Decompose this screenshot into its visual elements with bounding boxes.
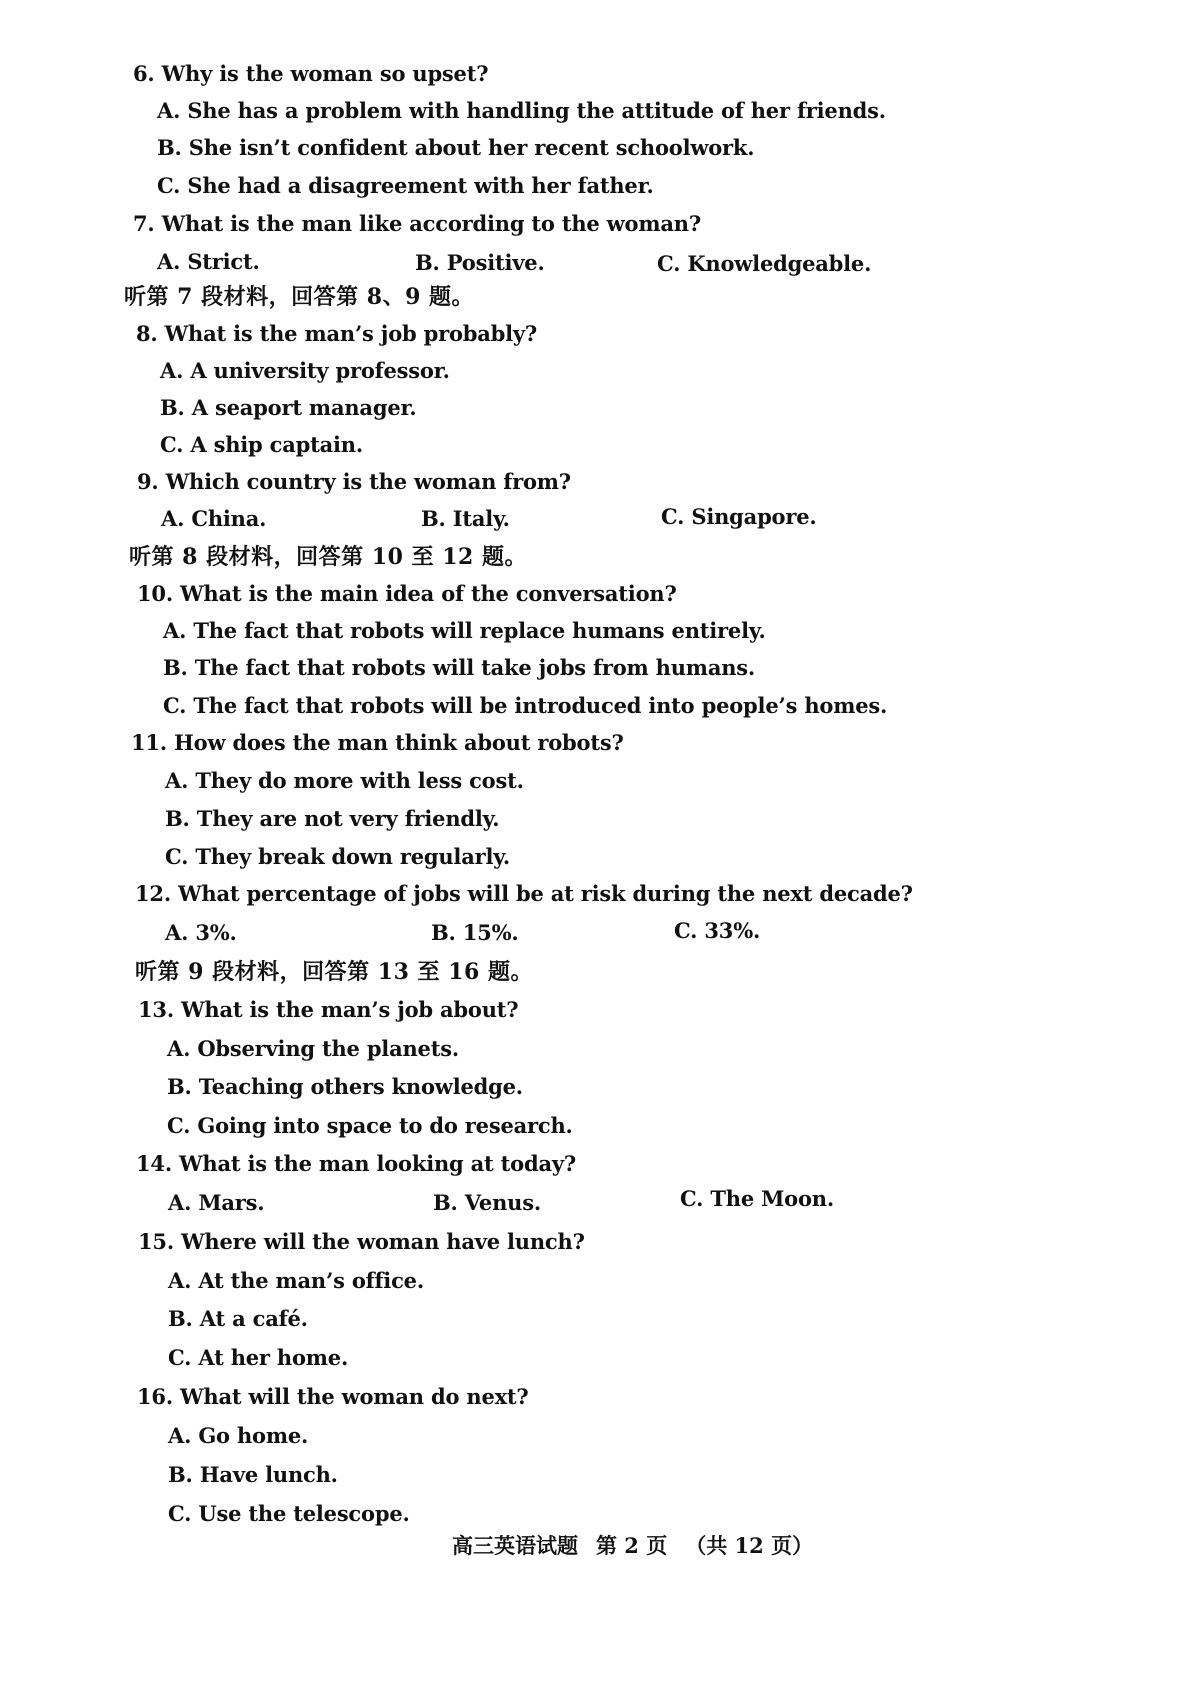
question-14-option-a: A. Mars.	[168, 1190, 265, 1215]
question-13-stem: 13. What is the man’s job about?	[138, 997, 519, 1022]
question-15-option-b: B. At a café.	[168, 1306, 308, 1331]
question-14-stem: 14. What is the man looking at today?	[136, 1151, 576, 1176]
question-15-option-a: A. At the man’s office.	[168, 1268, 424, 1293]
question-8-stem: 8. What is the man’s job probably?	[136, 321, 538, 346]
question-10-option-b: B. The fact that robots will take jobs from humans.	[163, 655, 756, 680]
question-12-stem: 12. What percentage of jobs will be at risk during the next decade?	[135, 881, 913, 906]
footer-title: 高三英语试题	[452, 1533, 578, 1558]
footer-page-number: 第 2 页	[596, 1533, 668, 1558]
section-7-instruction: 听第 7 段材料，回答第 8、9 题。	[124, 284, 475, 310]
question-8-option-c: C. A ship captain.	[160, 432, 363, 457]
question-7-option-c: C. Knowledgeable.	[657, 251, 872, 276]
question-7-option-a: A. Strict.	[157, 249, 260, 274]
question-8-option-b: B. A seaport manager.	[160, 395, 417, 420]
question-9-option-c: C. Singapore.	[661, 504, 817, 529]
question-11-option-b: B. They are not very friendly.	[165, 806, 500, 831]
question-6-option-c: C. She had a disagreement with her father.	[157, 173, 654, 198]
question-16-stem: 16. What will the woman do next?	[137, 1384, 529, 1409]
question-12-option-b: B. 15%.	[431, 920, 519, 945]
question-15-stem: 15. Where will the woman have lunch?	[138, 1229, 585, 1254]
question-15-option-c: C. At her home.	[168, 1345, 349, 1370]
question-16-option-b: B. Have lunch.	[168, 1462, 338, 1487]
question-11-stem: 11. How does the man think about robots?	[131, 730, 624, 755]
question-16-option-c: C. Use the telescope.	[168, 1501, 410, 1526]
question-12-option-a: A. 3%.	[165, 920, 237, 945]
question-10-stem: 10. What is the main idea of the conversation?	[137, 581, 677, 606]
question-7-stem: 7. What is the man like according to the woman?	[133, 211, 701, 236]
question-12-option-c: C. 33%.	[674, 918, 761, 943]
question-9-option-b: B. Italy.	[421, 506, 510, 531]
section-9-instruction: 听第 9 段材料，回答第 13 至 16 题。	[135, 959, 533, 985]
section-8-instruction: 听第 8 段材料，回答第 10 至 12 题。	[129, 544, 527, 570]
question-9-stem: 9. Which country is the woman from?	[137, 469, 571, 494]
page-footer	[452, 1532, 831, 1560]
question-13-option-c: C. Going into space to do research.	[167, 1113, 573, 1138]
question-13-option-a: A. Observing the planets.	[167, 1036, 459, 1061]
question-7-option-b: B. Positive.	[415, 250, 545, 275]
question-16-option-a: A. Go home.	[168, 1423, 309, 1448]
question-14-option-c: C. The Moon.	[680, 1186, 834, 1211]
question-9-option-a: A. China.	[161, 506, 267, 531]
footer-total-pages: （共 12 页）	[685, 1533, 814, 1558]
question-8-option-a: A. A university professor.	[160, 358, 450, 383]
question-6-option-b: B. She isn’t confident about her recent schoolwork.	[157, 135, 755, 160]
question-11-option-c: C. They break down regularly.	[165, 844, 510, 869]
question-6-option-a: A. She has a problem with handling the attitude of her friends.	[157, 98, 886, 123]
question-6-stem: 6. Why is the woman so upset?	[133, 61, 489, 86]
question-13-option-b: B. Teaching others knowledge.	[167, 1074, 523, 1099]
question-10-option-c: C. The fact that robots will be introduced into people’s homes.	[163, 693, 888, 718]
question-14-option-b: B. Venus.	[433, 1190, 541, 1215]
question-11-option-a: A. They do more with less cost.	[165, 768, 524, 793]
question-10-option-a: A. The fact that robots will replace humans entirely.	[163, 618, 766, 643]
